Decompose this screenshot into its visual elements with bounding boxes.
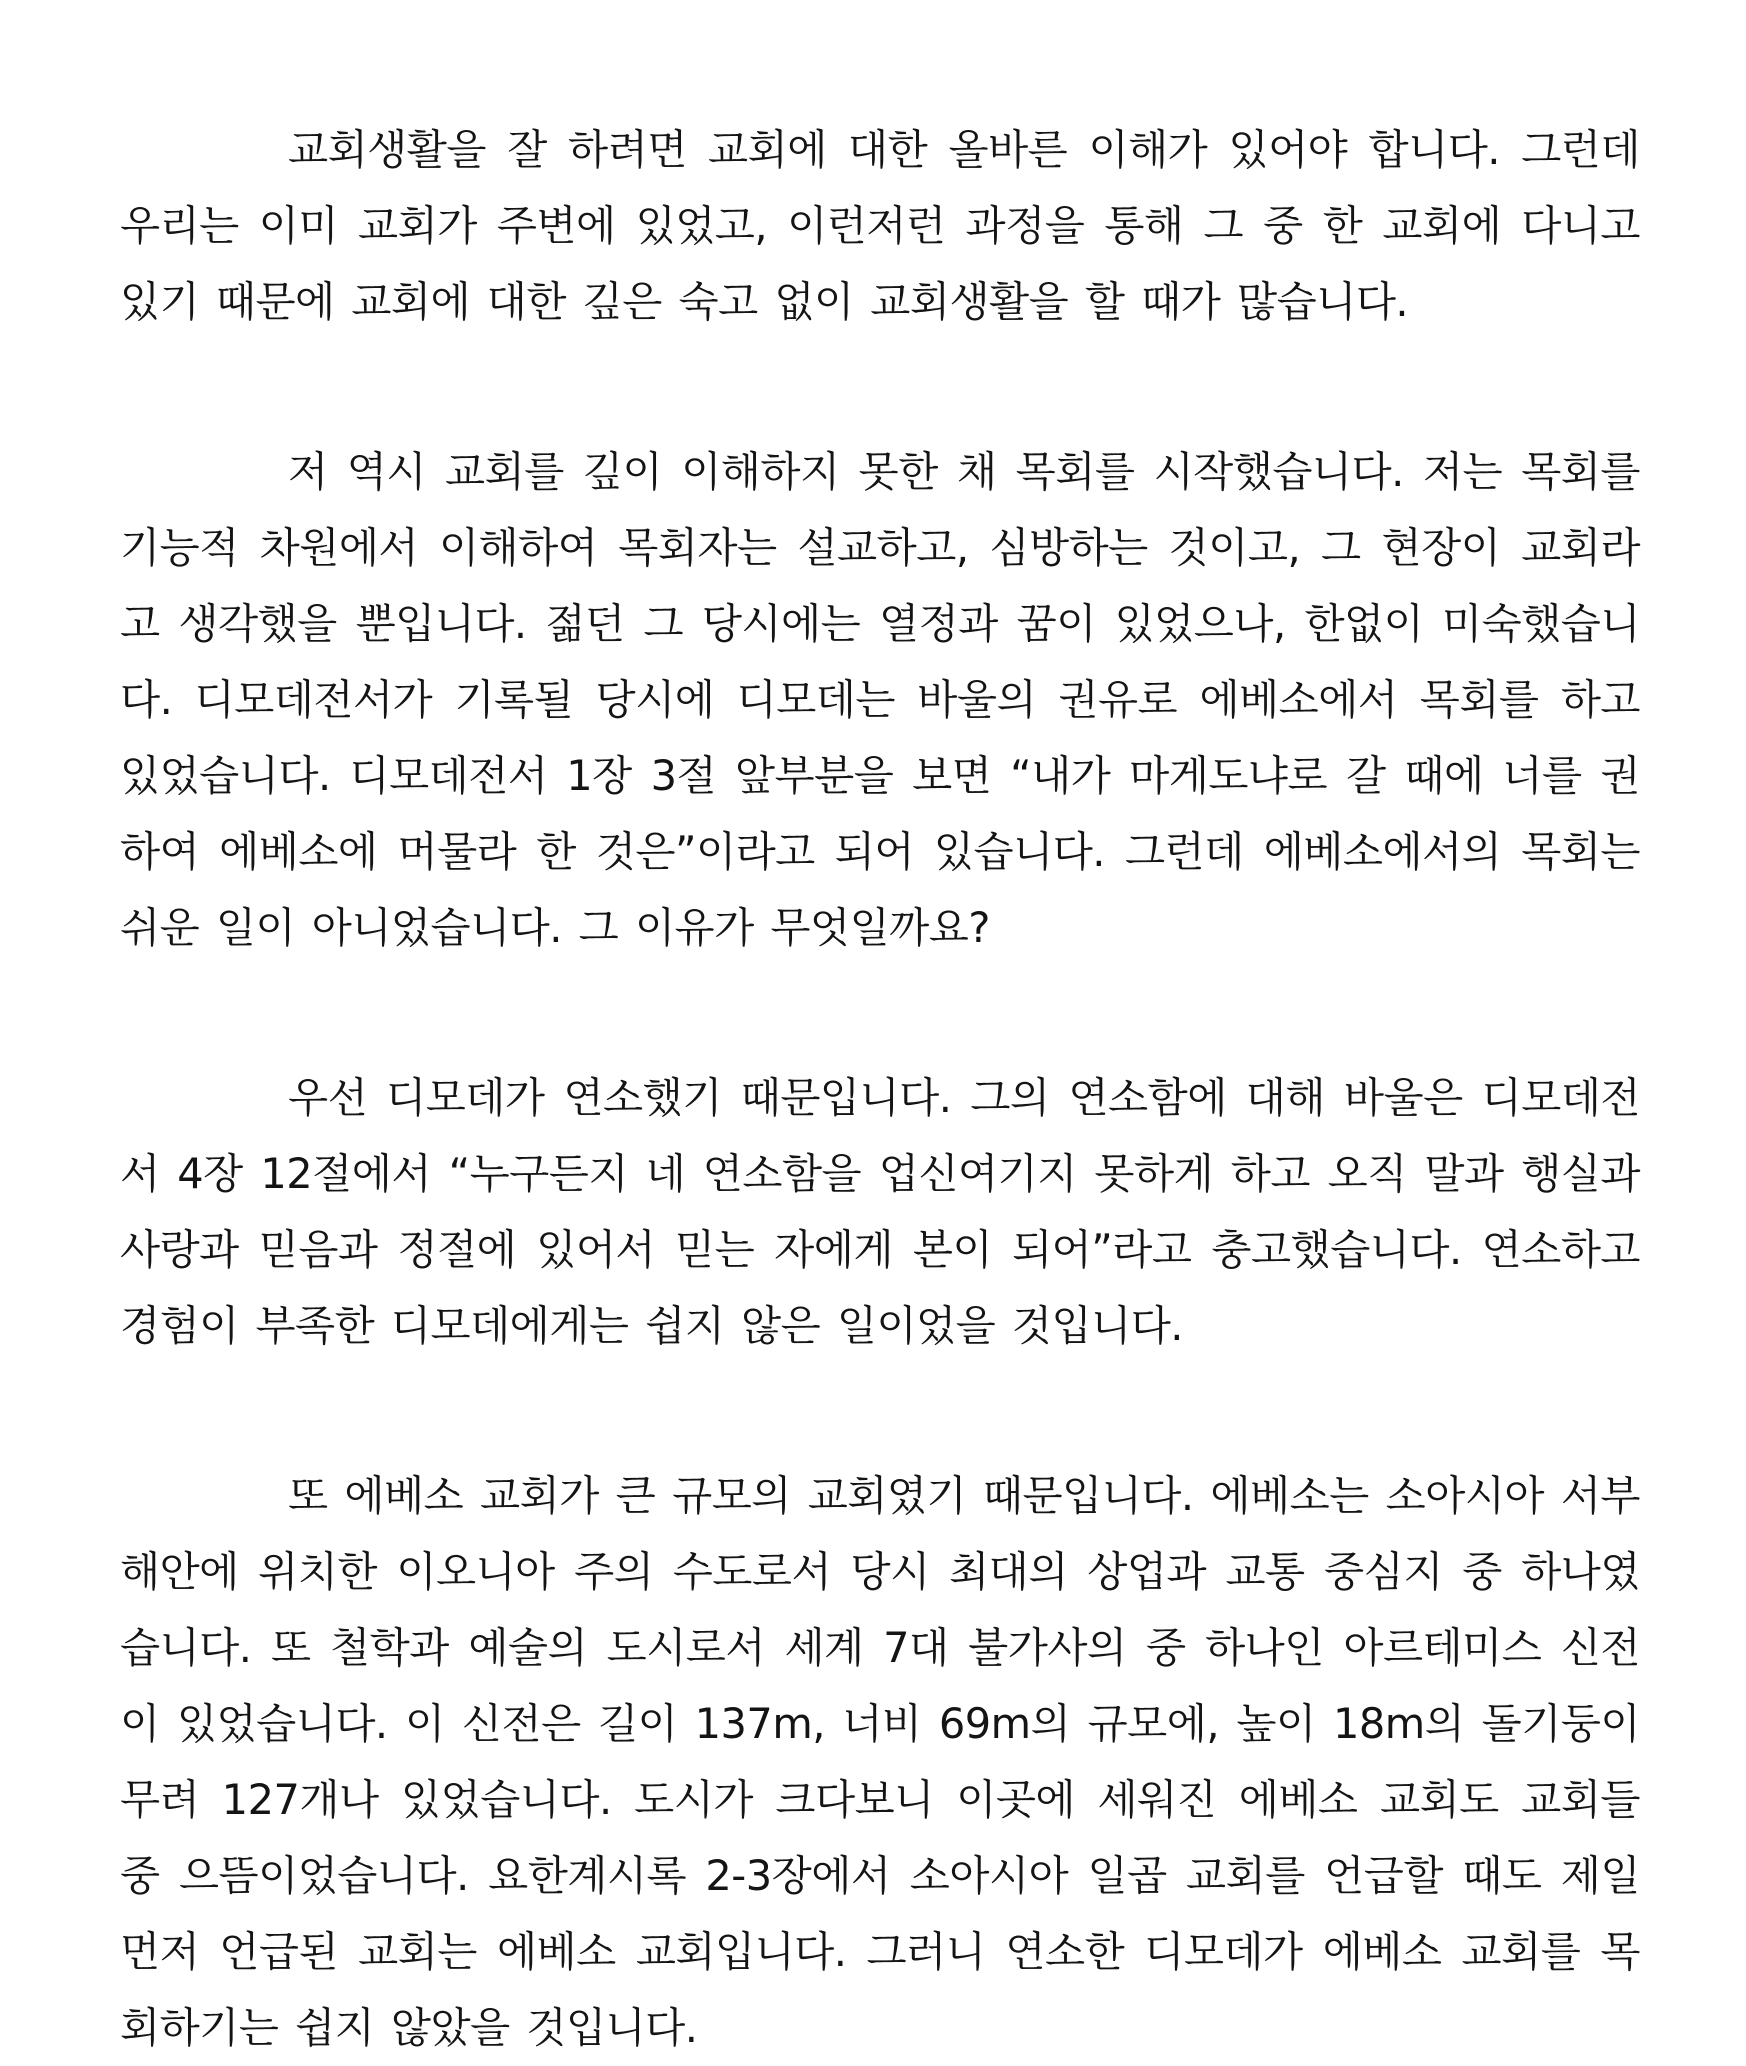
document-page — [120, 112, 1640, 2066]
paragraph-church-understanding: 교회생활을 잘 하려면 교회에 대한 올바른 이해가 있어야 합니다. 그런데 우리는 이미 교회가 주변에 있었고, 이런저런 과정을 통해 그 중 한 교회에 다니고 있기 때문에 교회에 대한 깊은 숙고 없이 교회생활을 할 때가 많습니다. — [120, 125, 1640, 326]
paragraph-ministry-beginning: 저 역시 교회를 깊이 이해하지 못한 채 목회를 시작했습니다. 저는 목회를 기능적 차원에서 이해하여 목회자는 설교하고, 심방하는 것이고, 그 현장이 교회라고 생각했을 뿐입니다. 젊던 그 당시에는 열정과 꿈이 있었으나, 한없이 미숙했습니다. 디모데전서가 기록될 당시에 디모데는 바울의 권유로 에베소에서 목회를 하고 있었습니다. 디모데전서 1장 3절 앞부분을 보면 “내가 마게도냐로 갈 때에 너를 권하여 에베소에 머물라 한 것은”이라고 되어 있습니다. 그런데 에베소에서의 목회는 쉬운 일이 아니었습니다. 그 이유가 무엇일까요? — [120, 447, 1640, 952]
paragraph-timothy-youth: 우선 디모데가 연소했기 때문입니다. 그의 연소함에 대해 바울은 디모데전서 4장 12절에서 “누구든지 네 연소함을 업신여기지 못하게 하고 오직 말과 행실과 사랑과 믿음과 정절에 있어서 믿는 자에게 본이 되어”라고 충고했습니다. 연소하고 경험이 부족한 디모데에게는 쉽지 않은 일이었을 것입니다. — [120, 1073, 1640, 1350]
paragraph-ephesus-church: 또 에베소 교회가 큰 규모의 교회였기 때문입니다. 에베소는 소아시아 서부 해안에 위치한 이오니아 주의 수도로서 당시 최대의 상업과 교통 중심지 중 하나였습니다. 또 철학과 예술의 도시로서 세계 7대 불가사의 중 하나인 아르테미스 신전이 있었습니다. 이 신전은 길이 137m, 너비 69m의 규모에, 높이 18m의 돌기둥이 무려 127개나 있었습니다. 도시가 크다보니 이곳에 세워진 에베소 교회도 교회들 중 으뜸이었습니다. 요한계시록 2-3장에서 소아시아 일곱 교회를 언급할 때도 제일 먼저 언급된 교회는 에베소 교회입니다. 그러니 연소한 디모데가 에베소 교회를 목회하기는 쉽지 않았을 것입니다. — [120, 1471, 1640, 2052]
